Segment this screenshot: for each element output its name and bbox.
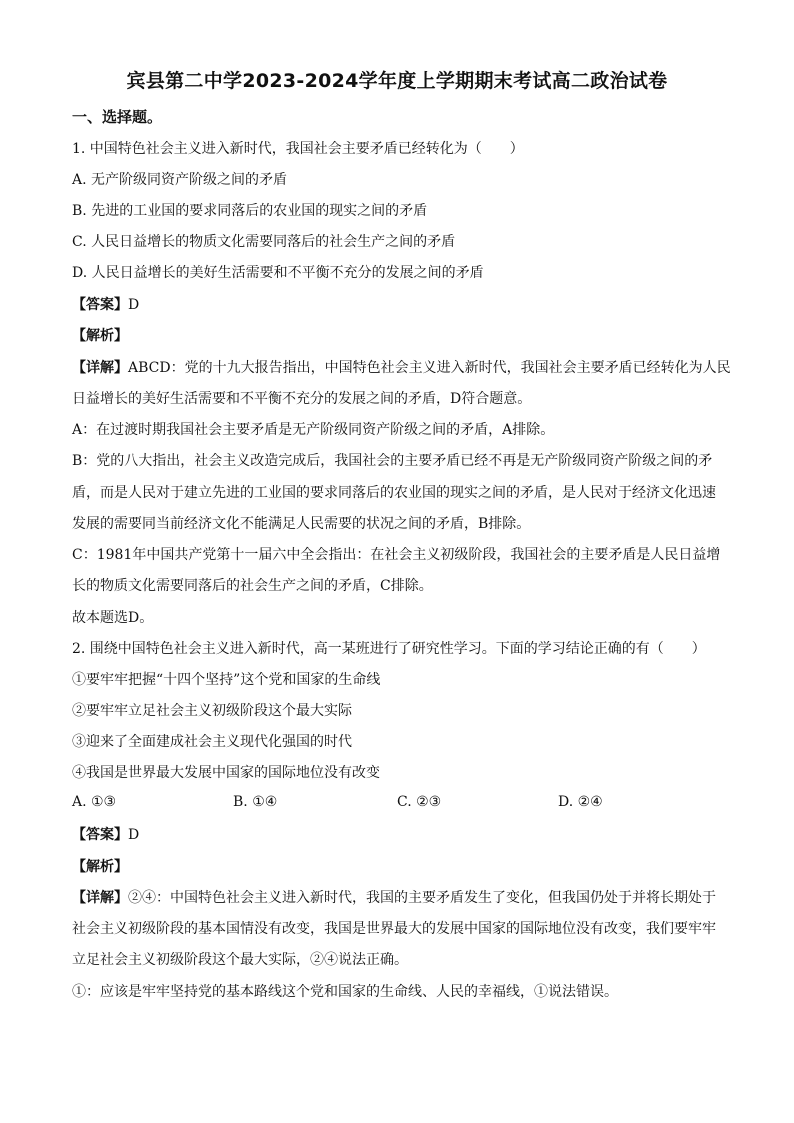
question-1-answer: [72, 296, 732, 314]
answer-value: D: [128, 297, 140, 313]
question-2-statement-4: ④我国是世界最大发展中国家的国际地位没有改变: [72, 765, 380, 781]
answer-label: 【答案】: [72, 297, 128, 313]
answer-label: 【答案】: [72, 827, 128, 843]
detail-label: 【详解】: [72, 890, 128, 906]
detail-label: 【详解】: [72, 360, 128, 376]
question-1-option-d: D. 人民日益增长的美好生活需要和不平衡不充分的发展之间的矛盾: [72, 265, 484, 281]
answer-value: D: [128, 827, 140, 843]
question-2-statement-2: ②要牢牢立足社会主义初级阶段这个最大实际: [72, 703, 352, 719]
analysis-label: 【解析】: [72, 859, 128, 875]
question-2-stem: 2. 围绕中国特色社会主义进入新时代，高一某班进行了研究性学习。下面的学习结论正确的有（ ）: [72, 641, 706, 657]
question-1-option-b: B. 先进的工业国的要求同落后的农业国的现实之间的矛盾: [72, 203, 428, 219]
question-2-detail-line: ①：应该是牢牢坚持党的基本路线这个党和国家的生命线、人民的幸福线，①说法错误。: [72, 984, 618, 1000]
question-2-analysis-label: [72, 858, 732, 876]
question-2-detail-line: 立足社会主义初级阶段这个最大实际，②④说法正确。: [72, 952, 408, 968]
question-1-option-a: A. 无产阶级同资产阶级之间的矛盾: [72, 172, 288, 188]
question-2-statement-3: ③迎来了全面建成社会主义现代化强国的时代: [72, 734, 352, 750]
detail-text: ②④：中国特色社会主义进入新时代，我国的主要矛盾发生了变化，但我国仍处于并将长期处于: [128, 890, 716, 906]
question-1-conclusion: 故本题选D。: [72, 610, 154, 626]
detail-text: ABCD：党的十九大报告指出，中国特色社会主义进入新时代，我国社会主要矛盾已经转化为人民: [128, 360, 731, 376]
question-1-stem: 1. 中国特色社会主义进入新时代，我国社会主要矛盾已经转化为（ ）: [72, 141, 524, 157]
question-1-detail-line: 日益增长的美好生活需要和不平衡不充分的发展之间的矛盾，D符合题意。: [72, 391, 532, 407]
question-1-detail-line: B：党的八大指出，社会主义改造完成后，我国社会的主要矛盾已经不再是无产阶级同资产阶级之间的矛: [72, 453, 713, 469]
question-1-option-c: C. 人民日益增长的物质文化需要同落后的社会生产之间的矛盾: [72, 234, 456, 250]
question-2-statement-1: ①要牢牢把握“十四个坚持”这个党和国家的生命线: [72, 672, 381, 688]
question-1-detail-line: [72, 359, 732, 377]
question-2-detail-line: [72, 889, 732, 907]
question-2-detail-line: 社会主义初级阶段的基本国情没有改变，我国是世界最大的发展中国家的国际地位没有改变，我们要牢牢: [72, 921, 716, 937]
question-2-option-a: A. ①③: [72, 794, 117, 810]
question-2-answer: [72, 826, 732, 844]
question-2-option-d: D. ②④: [558, 794, 603, 810]
question-1-analysis-label: [72, 327, 732, 345]
question-1-detail-line: C：1981年中国共产党第十一届六中全会指出：在社会主义初级阶段，我国社会的主要矛盾是人民日益增: [72, 547, 721, 563]
page-title: 宾县第二中学2023-2024学年度上学期期末考试高二政治试卷: [126, 70, 668, 92]
section-heading: 一、选择题。: [72, 108, 163, 126]
question-1-detail-line: 盾，而是人民对于建立先进的工业国的要求同落后的农业国的现实之间的矛盾，是人民对于经济文化迅速: [72, 485, 716, 501]
analysis-label: 【解析】: [72, 328, 128, 344]
question-1-detail-line: A：在过渡时期我国社会主要矛盾是无产阶级同资产阶级之间的矛盾，A排除。: [72, 422, 555, 438]
question-1-detail-line: 发展的需要同当前经济文化不能满足人民需要的状况之间的矛盾，B排除。: [72, 516, 531, 532]
question-1-detail-line: 长的物质文化需要同落后的社会生产之间的矛盾，C排除。: [72, 578, 433, 594]
question-2-option-c: C. ②③: [397, 794, 442, 810]
question-2-option-b: B. ①④: [233, 794, 278, 810]
